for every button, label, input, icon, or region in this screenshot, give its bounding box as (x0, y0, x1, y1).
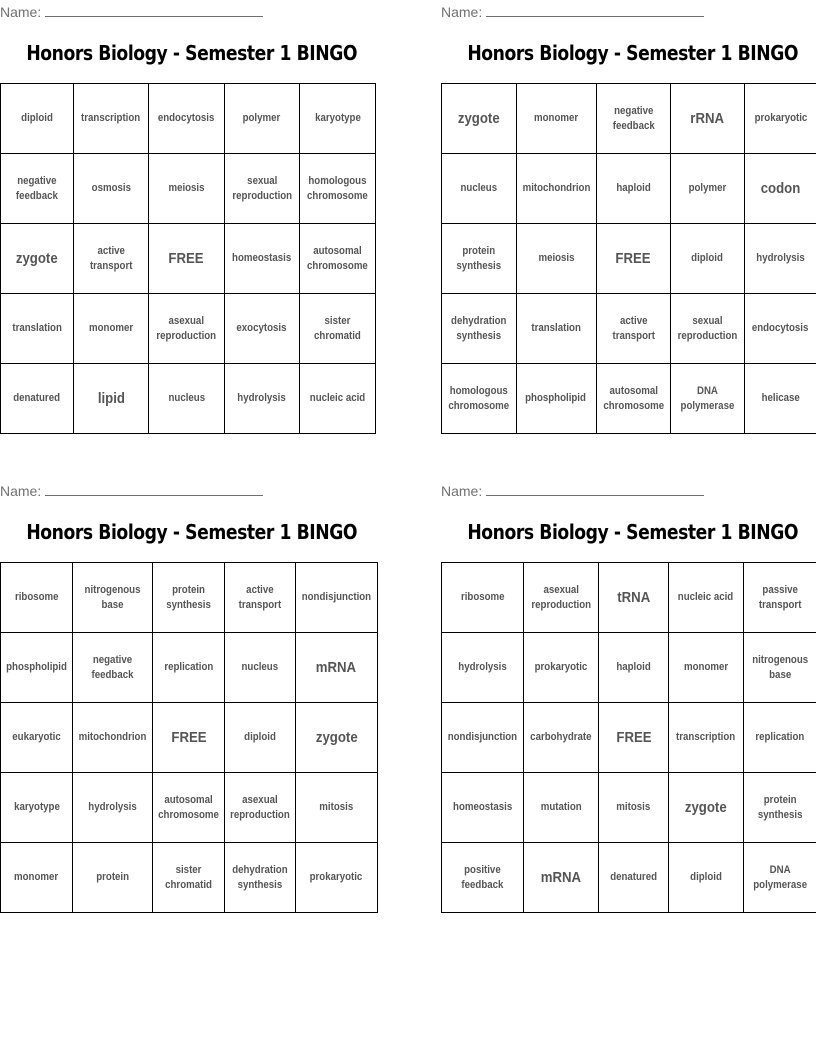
bingo-cell[interactable] (596, 294, 671, 364)
bingo-cell-term: asexual reproduction (230, 793, 290, 821)
bingo-cell[interactable] (73, 294, 148, 364)
bingo-row (442, 563, 816, 633)
bingo-cell-term: exocytosis (236, 322, 287, 334)
bingo-cell[interactable] (73, 773, 153, 843)
bingo-cell[interactable] (516, 364, 596, 434)
bingo-cell-term: autosomal chromosome (602, 384, 664, 412)
free-space-cell[interactable] (153, 703, 225, 773)
bingo-cell-term: phospholipid (6, 661, 67, 673)
bingo-cell[interactable] (516, 84, 596, 154)
bingo-cell-term: diploid (21, 112, 53, 124)
bingo-cell[interactable] (671, 294, 745, 364)
bingo-cell-term: transcription (676, 731, 736, 743)
bingo-cell-term: helicase (761, 392, 800, 404)
bingo-cell-term: negative feedback (91, 653, 134, 681)
bingo-cell-term: negative feedback (15, 174, 58, 202)
bingo-cell-term: meiosis (537, 252, 575, 264)
bingo-cell[interactable] (300, 154, 376, 224)
bingo-cell-term: prokaryotic (310, 871, 363, 883)
name-blank-line[interactable] (45, 2, 263, 17)
bingo-cell-term: haploid (616, 182, 651, 194)
bingo-cell[interactable] (295, 843, 377, 913)
bingo-row (442, 633, 816, 703)
name-field[interactable] (441, 2, 704, 21)
bingo-cell-term: homologous chromosome (307, 174, 368, 202)
name-field[interactable] (441, 481, 704, 500)
bingo-cell[interactable] (295, 703, 377, 773)
bingo-cell-term: DNA polymerase (680, 384, 735, 412)
bingo-cell[interactable] (1, 703, 73, 773)
bingo-cell[interactable] (599, 773, 669, 843)
bingo-cell-term: sister chromatid (165, 863, 212, 891)
bingo-cell-term: protein synthesis (456, 244, 502, 272)
bingo-cell[interactable] (73, 633, 153, 703)
bingo-cell-term: nitrogenous base (84, 583, 141, 611)
bingo-cell-term: dehydration synthesis (232, 863, 288, 891)
bingo-cell-term: prokaryotic (534, 661, 588, 673)
bingo-cell-term: ribosome (460, 591, 505, 603)
bingo-cell-term: monomer (533, 112, 579, 124)
bingo-cell-term: prokaryotic (754, 112, 807, 124)
bingo-cell-term: FREE (168, 250, 204, 267)
bingo-cell-term: mRNA (316, 659, 357, 676)
bingo-cell[interactable] (671, 364, 745, 434)
bingo-cell[interactable] (73, 703, 153, 773)
bingo-cell[interactable] (743, 773, 816, 843)
bingo-cell[interactable] (225, 703, 296, 773)
bingo-cell-term: dehydration synthesis (451, 314, 507, 342)
bingo-cell[interactable] (516, 224, 596, 294)
bingo-grid (0, 83, 376, 434)
bingo-cell-term: nucleic acid (309, 392, 366, 404)
bingo-cell[interactable] (295, 633, 377, 703)
bingo-cell[interactable] (523, 633, 598, 703)
bingo-cell-term: translation (12, 322, 62, 334)
bingo-cell-term: transcription (81, 112, 141, 124)
bingo-cell[interactable] (295, 773, 377, 843)
bingo-cell[interactable] (516, 154, 596, 224)
bingo-row (442, 843, 816, 913)
bingo-cell-term: ribosome (14, 591, 59, 603)
bingo-cell-term: mitosis (319, 801, 354, 813)
name-field[interactable] (0, 2, 263, 21)
bingo-cell[interactable] (1, 154, 74, 224)
bingo-cell-term: negative feedback (612, 104, 655, 132)
bingo-cell-term: monomer (88, 322, 133, 334)
bingo-cell[interactable] (516, 294, 596, 364)
bingo-cell-term: autosomal chromosome (158, 793, 219, 821)
bingo-cell-term: mutation (540, 801, 582, 813)
bingo-cell[interactable] (149, 294, 225, 364)
bingo-cell-term: tRNA (617, 589, 651, 606)
bingo-cell-term: mitosis (616, 801, 651, 813)
bingo-cell[interactable] (73, 224, 148, 294)
bingo-cell[interactable] (73, 843, 153, 913)
bingo-cell-term: rRNA (690, 110, 725, 127)
bingo-cell[interactable] (300, 224, 376, 294)
name-blank-line[interactable] (486, 2, 704, 17)
bingo-cell[interactable] (669, 703, 744, 773)
name-label: Name: (441, 483, 483, 499)
bingo-cell[interactable] (1, 294, 74, 364)
bingo-cell[interactable] (224, 364, 300, 434)
bingo-cell-term: active transport (612, 314, 655, 342)
bingo-cell-term: passive transport (758, 583, 802, 611)
bingo-row (1, 154, 376, 224)
bingo-cell[interactable] (224, 84, 300, 154)
bingo-cell-term: carbohydrate (530, 731, 592, 743)
bingo-cell-term: phospholipid (525, 392, 587, 404)
bingo-cell[interactable] (225, 563, 296, 633)
bingo-cell[interactable] (442, 224, 517, 294)
bingo-row (1, 84, 376, 154)
bingo-row (1, 294, 376, 364)
bingo-row (1, 843, 378, 913)
bingo-cell-term: diploid (689, 871, 722, 883)
bingo-cell[interactable] (671, 154, 745, 224)
bingo-cell[interactable] (669, 773, 744, 843)
bingo-cell[interactable] (73, 563, 153, 633)
bingo-cell[interactable] (671, 84, 745, 154)
bingo-cell-term: FREE (615, 250, 651, 267)
bingo-cell[interactable] (153, 773, 225, 843)
bingo-cell[interactable] (599, 563, 669, 633)
bingo-cell-term: mRNA (540, 869, 582, 886)
bingo-cell-term: positive feedback (461, 863, 504, 891)
bingo-cell[interactable] (599, 843, 669, 913)
bingo-cell-term: monomer (14, 871, 59, 883)
bingo-cell-term: eukaryotic (12, 731, 61, 743)
bingo-cell[interactable] (153, 633, 225, 703)
bingo-cell[interactable] (744, 154, 816, 224)
bingo-cell-term: sister chromatid (314, 314, 361, 342)
bingo-cell-term: zygote (315, 729, 358, 746)
bingo-cell[interactable] (73, 84, 148, 154)
bingo-row (1, 224, 376, 294)
bingo-cell[interactable] (743, 843, 816, 913)
bingo-cell-term: denatured (13, 392, 61, 404)
bingo-cell-term: diploid (691, 252, 724, 264)
name-blank-line[interactable] (486, 481, 704, 496)
bingo-cell-term: protein synthesis (166, 583, 211, 611)
bingo-grid (0, 562, 378, 913)
bingo-cell[interactable] (442, 294, 517, 364)
bingo-cell-term: zygote (684, 799, 727, 816)
bingo-cell-term: nucleus (168, 392, 205, 404)
bingo-cell-term: active transport (89, 244, 133, 272)
bingo-cell-term: endocytosis (752, 322, 809, 334)
bingo-cell-term: nucleic acid (678, 591, 734, 603)
free-space-cell[interactable] (149, 224, 225, 294)
bingo-cell[interactable] (671, 224, 745, 294)
bingo-cell-term: monomer (683, 661, 728, 673)
card-title: Honors Biology - Semester 1 BINGO (467, 520, 799, 544)
bingo-cell-term: denatured (610, 871, 658, 883)
bingo-cell[interactable] (295, 563, 377, 633)
bingo-row (442, 773, 816, 843)
bingo-cell[interactable] (523, 563, 598, 633)
bingo-cell-term: translation (531, 322, 581, 334)
bingo-cell-term: karyotype (13, 801, 60, 813)
card-title: Honors Biology - Semester 1 BINGO (26, 520, 358, 544)
bingo-cell-term: nitrogenous base (751, 653, 808, 681)
bingo-cell[interactable] (224, 224, 300, 294)
bingo-cell[interactable] (1, 773, 73, 843)
bingo-cell[interactable] (744, 294, 816, 364)
bingo-row (442, 364, 816, 434)
bingo-cell-term: nondisjunction (447, 731, 518, 743)
bingo-cell[interactable] (442, 364, 517, 434)
bingo-cell-term: haploid (616, 661, 651, 673)
bingo-cell-term: zygote (15, 250, 58, 267)
bingo-cell-term: polymer (688, 182, 727, 194)
bingo-cell-term: hydrolysis (237, 392, 287, 404)
bingo-cell-term: asexual reproduction (156, 314, 217, 342)
bingo-cell[interactable] (224, 294, 300, 364)
bingo-grid (441, 562, 816, 913)
bingo-cell-term: meiosis (168, 182, 205, 194)
free-space-cell[interactable] (599, 703, 669, 773)
card-title: Honors Biology - Semester 1 BINGO (26, 41, 358, 65)
bingo-row (1, 703, 378, 773)
bingo-cell-term: replication (164, 661, 214, 673)
bingo-cell-term: polymer (243, 112, 281, 124)
bingo-cell[interactable] (743, 563, 816, 633)
bingo-row (442, 224, 816, 294)
bingo-cell[interactable] (73, 364, 148, 434)
bingo-cell[interactable] (73, 154, 148, 224)
bingo-cell-term: mitochondrion (522, 182, 590, 194)
bingo-cell[interactable] (523, 773, 598, 843)
bingo-cell-term: FREE (170, 729, 207, 746)
bingo-cell[interactable] (224, 154, 300, 224)
free-space-cell[interactable] (596, 224, 671, 294)
bingo-row (442, 84, 816, 154)
bingo-cell[interactable] (596, 84, 671, 154)
bingo-cell[interactable] (744, 84, 816, 154)
name-label: Name: (0, 4, 42, 20)
bingo-cell-term: mitochondrion (78, 731, 147, 743)
bingo-cell-term: karyotype (314, 112, 361, 124)
bingo-cell-term: nucleus (460, 182, 498, 194)
bingo-cell-term: nucleus (241, 661, 279, 673)
bingo-cell[interactable] (1, 224, 74, 294)
bingo-cell[interactable] (523, 703, 598, 773)
bingo-cell[interactable] (743, 633, 816, 703)
bingo-cell[interactable] (669, 843, 744, 913)
bingo-cell[interactable] (442, 633, 524, 703)
bingo-cell-term: endocytosis (158, 112, 215, 124)
name-field[interactable] (0, 481, 263, 500)
bingo-cell[interactable] (149, 364, 225, 434)
bingo-cell-term: homeostasis (232, 252, 292, 264)
bingo-cell[interactable] (1, 633, 73, 703)
bingo-cell-term: hydrolysis (458, 661, 507, 673)
bingo-cell[interactable] (669, 563, 744, 633)
bingo-cell[interactable] (1, 563, 73, 633)
bingo-cell[interactable] (442, 843, 524, 913)
bingo-cell-term: active transport (238, 583, 282, 611)
bingo-cell-term: hydrolysis (756, 252, 805, 264)
bingo-cell-term: sexual reproduction (677, 314, 738, 342)
card-title: Honors Biology - Semester 1 BINGO (467, 41, 799, 65)
bingo-cell-term: osmosis (91, 182, 131, 194)
bingo-cell[interactable] (300, 364, 376, 434)
bingo-cell[interactable] (225, 773, 296, 843)
bingo-cell[interactable] (523, 843, 598, 913)
bingo-cell-term: hydrolysis (88, 801, 137, 813)
bingo-cell[interactable] (149, 84, 225, 154)
bingo-row (442, 703, 816, 773)
bingo-cell-term: zygote (457, 110, 500, 127)
bingo-cell-term: protein (96, 871, 129, 883)
bingo-row (1, 773, 378, 843)
bingo-grid (441, 83, 816, 434)
bingo-cell-term: replication (755, 731, 805, 743)
bingo-cell-term: protein synthesis (757, 793, 803, 821)
bingo-cell[interactable] (596, 154, 671, 224)
bingo-row (1, 364, 376, 434)
bingo-cell[interactable] (300, 84, 376, 154)
bingo-cell-term: nondisjunction (301, 591, 372, 603)
bingo-cell[interactable] (744, 224, 816, 294)
bingo-cell[interactable] (599, 633, 669, 703)
bingo-cell-term: FREE (616, 729, 652, 746)
bingo-cell[interactable] (442, 773, 524, 843)
name-blank-line[interactable] (45, 481, 263, 496)
bingo-cell[interactable] (225, 843, 296, 913)
bingo-cell-term: diploid (244, 731, 276, 743)
bingo-cell-term: homologous chromosome (448, 384, 510, 412)
name-label: Name: (0, 483, 42, 499)
bingo-cell[interactable] (596, 364, 671, 434)
bingo-cell[interactable] (744, 364, 816, 434)
bingo-row (1, 633, 378, 703)
bingo-cell[interactable] (300, 294, 376, 364)
bingo-cell[interactable] (442, 563, 524, 633)
bingo-cell-term: asexual reproduction (531, 583, 591, 611)
bingo-cell[interactable] (1, 84, 74, 154)
name-label: Name: (441, 4, 483, 20)
bingo-cell[interactable] (149, 154, 225, 224)
bingo-cell-term: DNA polymerase (752, 863, 807, 891)
bingo-cell-term: sexual reproduction (232, 174, 292, 202)
bingo-cell[interactable] (153, 563, 225, 633)
bingo-cell-term: autosomal chromosome (307, 244, 368, 272)
bingo-cell-term: codon (760, 180, 801, 197)
bingo-cell-term: lipid (97, 390, 125, 407)
bingo-cell[interactable] (442, 154, 517, 224)
bingo-cell[interactable] (225, 633, 296, 703)
bingo-row (1, 563, 378, 633)
bingo-cell[interactable] (153, 843, 225, 913)
bingo-cell[interactable] (1, 843, 73, 913)
bingo-row (442, 154, 816, 224)
bingo-cell[interactable] (669, 633, 744, 703)
bingo-cell-term: homeostasis (452, 801, 512, 813)
bingo-cell[interactable] (442, 84, 517, 154)
bingo-cell[interactable] (442, 703, 524, 773)
bingo-cell[interactable] (743, 703, 816, 773)
bingo-cell[interactable] (1, 364, 74, 434)
bingo-row (442, 294, 816, 364)
